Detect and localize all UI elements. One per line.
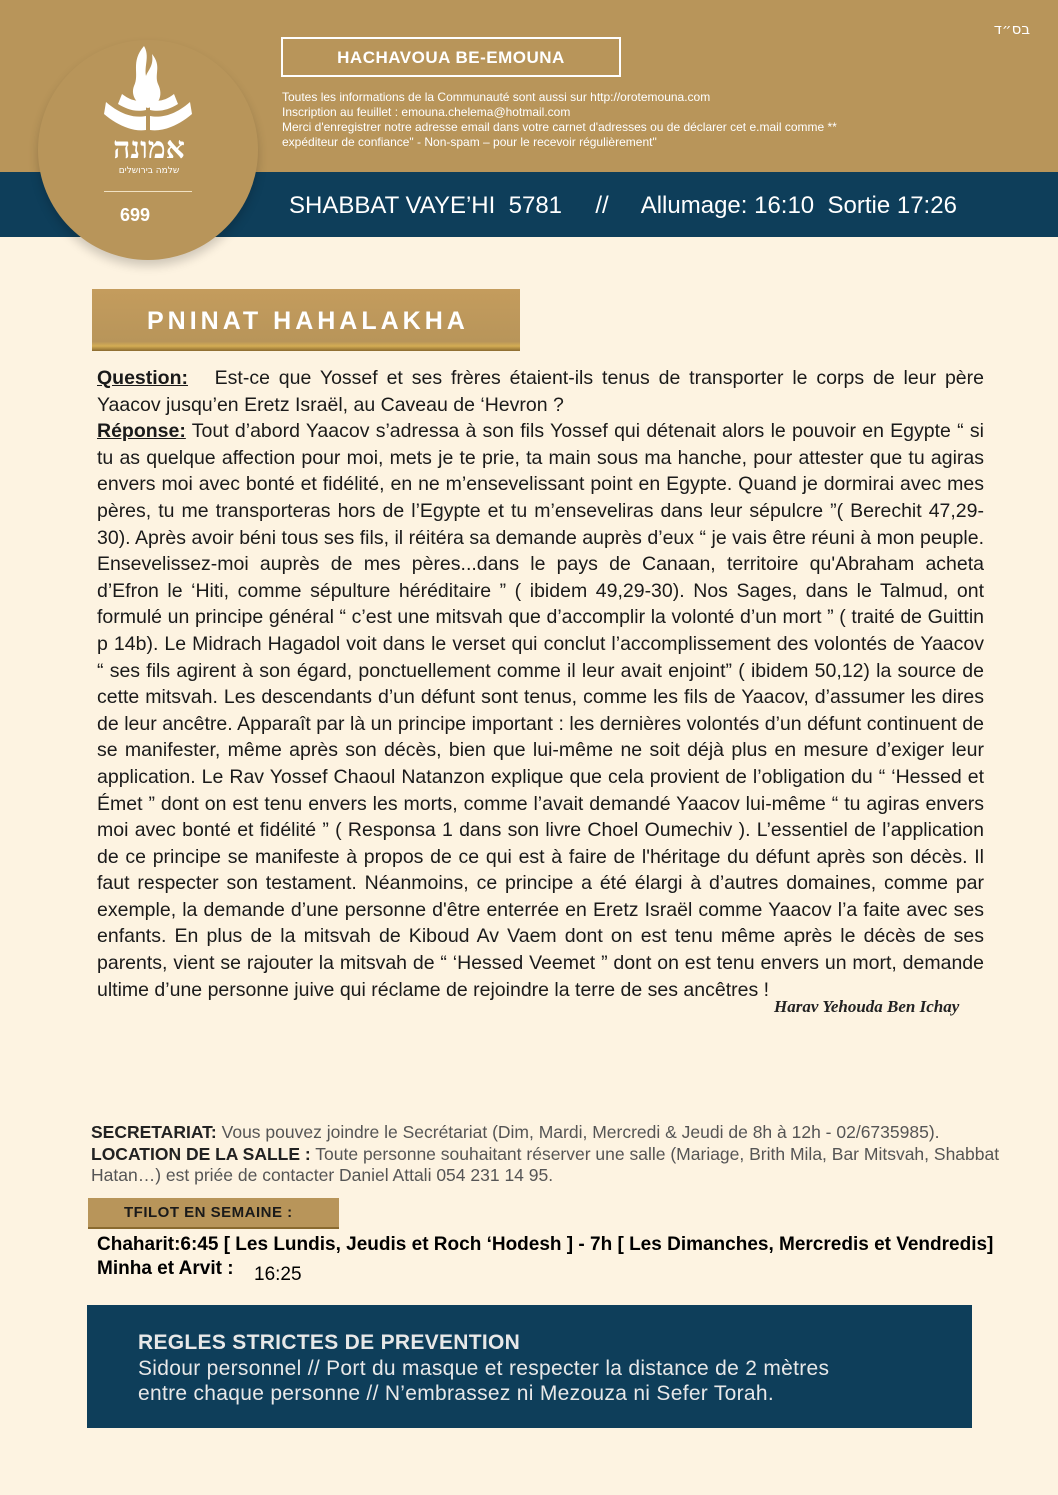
minha-label: Minha et Arvit : <box>97 1258 234 1279</box>
info-block <box>282 90 837 150</box>
tfilot-divider <box>88 1227 339 1229</box>
info-line: Toutes les informations de la Communauté sont aussi sur http://orotemouna.com <box>282 90 711 104</box>
secretariat-text: Vous pouvez joindre le Secrétariat (Dim, Mardi, Mercredi & Jeudi de 8h à 12h - 02/6735985). <box>221 1122 940 1142</box>
info-line: Merci d'enregistrer notre adresse email dans votre carnet d'adresses ou de déclarer cet e.mail comme ** <box>282 120 837 134</box>
location-line <box>91 1144 1031 1187</box>
question-text: Est-ce que Yossef et ses frères étaient-ils tenus de transporter le corps de leur père Yaacov jusqu’en Eretz Israël, au Caveau de ‘Hevron ? <box>97 367 984 416</box>
logo-hebrew-text: אמונה <box>113 131 185 166</box>
question-paragraph <box>97 365 984 418</box>
shabbat-times: SHABBAT VAYE’HI 5781 // Allumage: 16:10 Sortie 17:26 <box>289 192 957 219</box>
section-banner <box>92 289 520 351</box>
logo-divider <box>104 191 192 192</box>
secretariat-block <box>91 1122 1031 1187</box>
prevention-rules-box <box>87 1305 972 1428</box>
answer-text: Tout d’abord Yaacov s’adressa à son fils Yossef qui détenait alors le pouvoir en Egypte “ si tu as quelque affection pour moi, mets je te prie, ta main sous ma hanche, pour attester que tu agiras envers moi avec bonté et fidélité, en ne m’ensevelissant point en Egypte. Quand je dormirai avec mes pères, tu me transporteras hors de l’Egypte et tu m’enseveliras dans leur sépulcre ”( Berechit 47,29-30). Après avoir béni tous ses fils, il réitéra sa demande auprès d’eux “ je vais être réuni à mon peuple. Ensevelissez-moi auprès de mes pères...dans le pays de Canaan, territoire qu'Abraham acheta d’Efron le ‘Hiti, comme sépulture héréditaire ” ( ibidem 49,29-30). Nos Sages, dans le Talmud, ont formulé un principe général “ c’est une mitsvah que d’accomplir la volonté d’un mort ” ( traité de Guittin p 14b). Le Midrach Hagadol voit dans le verset qui conclut l’accomplissement des volontés de Yaacov “ ses fils agirent à son égard, ponctuellement comme il leur avait enjoint” ( ibidem 50,12) la source de cette mitsvah. Les descendants d’un défunt sont tenus, comme les fils de Yaacov, d’assumer les dires de leur ancêtre. Apparaît par là un principe important : les dernières volontés d’un défunt continuent de se manifester, même après son décès, bien que lui-même ne soit déjà plus en mesure d’exiger leur application. Le Rav Yossef Chaoul Natanzon explique que cela provient de l’obligation du “ ‘Hessed et Émet ” dont on est tenu envers les morts, comme l’avait demandé Yaacov lui-même “ tu agiras envers moi avec bonté et fidélité ” ( Responsa 1 dans son livre Choel Oumechiv ). L’essentiel de l’application de ce principe se manifeste à propos de ce qui est à faire de l'héritage du défunt après son décès. Il faut respecter son testament. Néanmoins, ce principe a été élargi à d’autres domaines, comme par exemple, la demande d’une personne d'être enterrée en Eretz Israël comme Yaacov l’a faite avec ses enfants. En plus de la mitsvah de Kiboud Av Vaem dont on est tenu même après le décès de ses parents, vient se rajouter la mitsvah de “ ‘Hessed Veemet ” dont on est tenu envers un mort, demande ultime d’une personne juive qui réclame de rejoindre la terre de ses ancêtres ! <box>97 420 984 1001</box>
info-line: Inscription au feuillet : emouna.chelema@hotmail.com <box>282 105 571 119</box>
chaharit-schedule: Chaharit:6:45 [ Les Lundis, Jeudis et Roch ‘Hodesh ] - 7h [ Les Dimanches, Mercredis et Vendredis] <box>97 1234 994 1255</box>
rules-title: REGLES STRICTES DE PREVENTION <box>138 1331 521 1354</box>
answer-paragraph <box>97 418 984 1003</box>
open-book-flame-icon <box>100 40 196 140</box>
tfilot-label: TFILOT EN SEMAINE : <box>88 1198 339 1227</box>
location-label: LOCATION DE LA SALLE : <box>91 1143 311 1164</box>
location-text: Toute personne souhaitant réserver une salle (Mariage, Brith Mila, Bar Mitsvah, Shabbat Hatan…) est priée de contacter Daniel Attali 054 231 14 95. <box>91 1143 1000 1185</box>
bsd-mark: בס״ד <box>993 20 1030 38</box>
secretariat-label: SECRETARIAT: <box>91 1122 217 1142</box>
info-line: expéditeur de confiance" - Non-spam – pour le recevoir régulièrement" <box>282 135 657 149</box>
logo-subtitle: שלמה בירושלים <box>118 166 180 176</box>
article-body <box>97 365 984 1003</box>
section-title: PNINAT HAHALAKHA <box>147 307 469 335</box>
rules-line: entre chaque personne // N’embrassez ni Mezouza ni Sefer Torah. <box>138 1382 775 1405</box>
question-label: Question: <box>97 367 188 389</box>
rules-line: Sidour personnel // Port du masque et respecter la distance de 2 mètres <box>138 1357 830 1380</box>
answer-label: Réponse: <box>97 420 186 443</box>
issue-number: 699 <box>119 205 151 225</box>
secretariat-line <box>91 1122 1031 1144</box>
minha-time: 16:25 <box>254 1264 302 1285</box>
newsletter-title: HACHAVOUA BE-EMOUNA <box>281 37 621 77</box>
author-signature: Harav Yehouda Ben Ichay <box>774 997 960 1016</box>
